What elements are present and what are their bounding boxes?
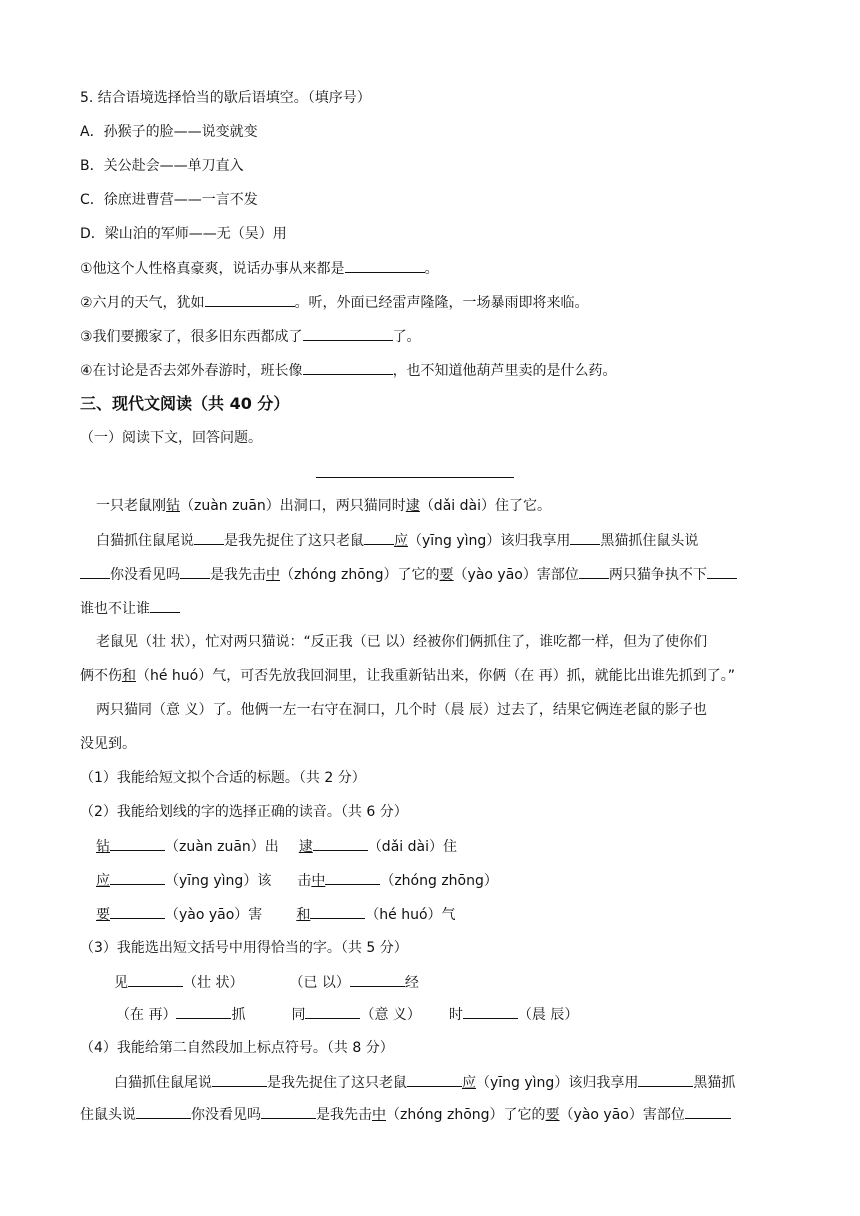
passage-para-2-line-1 <box>96 530 698 551</box>
answer-blank[interactable] <box>463 1004 518 1019</box>
text: （yīng yìng）该归我享用 <box>476 1075 639 1091</box>
text: 白猫抓住鼠尾说 <box>114 1075 212 1091</box>
section-subtitle: （一）阅读下文，回答问题。 <box>80 430 262 446</box>
text: （hé huó）气，可否先放我回洞里，让我重新钻出来，你俩（在 再）抓，就能比出谁先抓到了。” <box>136 668 735 684</box>
text: 你没看见吗 <box>110 567 180 583</box>
punct-blank[interactable] <box>364 530 394 545</box>
text: （dǎi dài）住 <box>367 839 457 855</box>
q5-option-d: D．梁山泊的军师——无（吴）用 <box>80 226 287 242</box>
text: （晨 辰） <box>517 1007 579 1023</box>
underlined-char: 和 <box>296 907 311 923</box>
q5-prompt: 5. 结合语境选择恰当的歇后语填空。（填序号） <box>80 90 371 106</box>
punct-blank[interactable] <box>261 1104 316 1119</box>
q2-row-3 <box>96 904 456 925</box>
q3-row-1 <box>114 972 419 993</box>
text: （zhóng zhōng） <box>380 873 498 889</box>
q5-item-1-post: 。 <box>424 261 439 277</box>
text: 是我先捉住了这只老鼠 <box>267 1075 407 1091</box>
answer-blank[interactable] <box>305 1004 360 1019</box>
punct-blank[interactable] <box>570 530 600 545</box>
punct-blank[interactable] <box>685 1104 731 1119</box>
answer-blank[interactable] <box>176 1004 231 1019</box>
underlined-char: 中 <box>372 1107 386 1123</box>
punct-blank[interactable] <box>638 1072 693 1087</box>
text: 黑猫抓 <box>693 1075 736 1091</box>
text: 抓 <box>231 1007 246 1023</box>
text: （已 以） <box>289 975 350 991</box>
punct-blank[interactable] <box>212 1072 267 1087</box>
answer-blank[interactable] <box>128 972 183 987</box>
punct-blank[interactable] <box>194 530 224 545</box>
q4-line-1 <box>114 1072 735 1093</box>
text: （dǎi dài）住了它。 <box>419 498 551 514</box>
question-3: （3）我能选出短文括号中用得恰当的字。（共 5 分） <box>80 940 408 956</box>
text: 两只猫争执不下 <box>608 567 707 583</box>
text: （hé huó）气 <box>365 907 456 923</box>
text: （yào yāo）害部位 <box>559 1107 685 1123</box>
section-title: 三、现代文阅读（共 40 分） <box>80 394 290 413</box>
answer-blank[interactable] <box>205 292 295 307</box>
passage-para-2-line-3 <box>80 598 180 619</box>
underlined-char: 应 <box>96 873 110 889</box>
q5-item-1 <box>80 258 439 279</box>
text: 同 <box>291 1007 306 1023</box>
passage-para-2-line-2 <box>80 564 737 585</box>
q5-item-3 <box>80 326 421 347</box>
underlined-char: 逮 <box>405 498 420 514</box>
text: （在 再） <box>116 1007 177 1023</box>
q5-item-3-post: 了。 <box>392 329 421 345</box>
q2-row-2 <box>96 870 498 891</box>
underlined-char: 钻 <box>166 498 180 514</box>
text: 黑猫抓住鼠头说 <box>600 533 699 549</box>
punct-blank[interactable] <box>80 564 110 579</box>
answer-blank[interactable] <box>303 326 393 341</box>
text: （壮 状） <box>183 975 244 991</box>
answer-blank[interactable] <box>325 870 380 885</box>
punct-blank[interactable] <box>707 564 737 579</box>
text: （yào yāo）害 <box>165 907 263 923</box>
text: （zuàn zuān）出 <box>165 839 279 855</box>
q5-item-4-pre: ④在讨论是否去郊外春游时，班长像 <box>80 363 303 379</box>
text: （意 义） <box>360 1007 421 1023</box>
text: （zuàn zuān）出洞口，两只猫同时 <box>180 498 406 514</box>
passage-para-3-line-1: 老鼠见（壮 状），忙对两只猫说：“反正我（已 以）经被你们俩抓住了，谁吃都一样，但为了使你们 <box>96 634 708 650</box>
answer-blank[interactable] <box>350 972 405 987</box>
punct-blank[interactable] <box>136 1104 191 1119</box>
text: 白猫抓住鼠尾说 <box>96 533 194 549</box>
q5-item-2-pre: ②六月的天气，犹如 <box>80 295 205 311</box>
text: 是我先击 <box>316 1107 372 1123</box>
text: 经 <box>404 975 419 991</box>
answer-blank[interactable] <box>110 870 165 885</box>
text: （zhóng zhōng）了它的 <box>386 1107 546 1123</box>
text: 住鼠头说 <box>80 1107 136 1123</box>
q2-row-1 <box>96 836 457 857</box>
text: 击 <box>297 873 312 889</box>
text: 谁也不让谁 <box>80 601 150 617</box>
punct-blank[interactable] <box>150 598 180 613</box>
text: 俩不伤 <box>80 668 122 684</box>
answer-blank[interactable] <box>345 258 425 273</box>
passage-para-1 <box>96 496 551 516</box>
q5-item-4 <box>80 360 617 381</box>
passage-para-3-line-2 <box>80 666 735 686</box>
underlined-char: 要 <box>545 1107 560 1123</box>
q4-line-2 <box>80 1104 731 1125</box>
text: 是我先击 <box>210 567 266 583</box>
q5-option-c: C．徐庶进曹营——一言不发 <box>80 192 258 208</box>
punct-blank[interactable] <box>579 564 609 579</box>
underlined-char: 应 <box>462 1075 476 1091</box>
underlined-char: 要 <box>96 907 110 923</box>
answer-blank[interactable] <box>310 904 365 919</box>
passage-para-4-line-2: 没见到。 <box>80 736 136 752</box>
punct-blank[interactable] <box>407 1072 462 1087</box>
question-2: （2）我能给划线的字的选择正确的读音。（共 6 分） <box>80 804 408 820</box>
underlined-char: 钻 <box>96 839 110 855</box>
underlined-char: 和 <box>122 668 136 684</box>
q5-option-a: A．孙猴子的脸——说变就变 <box>80 124 258 140</box>
passage-para-4-line-1: 两只猫同（意 义）了。他俩一左一右守在洞口，几个时（晨 辰）过去了，结果它俩连老鼠的影子也 <box>96 702 707 718</box>
answer-blank[interactable] <box>110 904 165 919</box>
underlined-char: 中 <box>266 567 280 583</box>
text: 是我先捉住了这只老鼠 <box>224 533 364 549</box>
text: （yào yāo）害部位 <box>453 567 579 583</box>
q3-row-2 <box>116 1004 578 1025</box>
q5-option-b: B．关公赴会——单刀直入 <box>80 158 244 174</box>
answer-blank[interactable] <box>313 836 368 851</box>
title-blank-line[interactable] <box>316 477 514 478</box>
punct-blank[interactable] <box>180 564 210 579</box>
question-4: （4）我能给第二自然段加上标点符号。（共 8 分） <box>80 1040 394 1056</box>
text: 一只老鼠刚 <box>96 498 166 514</box>
underlined-char: 要 <box>439 567 454 583</box>
q5-item-3-pre: ③我们要搬家了，很多旧东西都成了 <box>80 329 303 345</box>
underlined-char: 应 <box>394 533 408 549</box>
text: 你没看见吗 <box>191 1107 261 1123</box>
answer-blank[interactable] <box>303 360 393 375</box>
q5-item-1-pre: ①他这个人性格真豪爽，说话办事从来都是 <box>80 261 345 277</box>
underlined-char: 逮 <box>298 839 313 855</box>
question-1: （1）我能给短文拟个合适的标题。（共 2 分） <box>80 770 366 786</box>
text: （yīng yìng）该归我享用 <box>408 533 571 549</box>
text: （yīng yìng）该 <box>165 873 272 889</box>
text: 时 <box>448 1007 463 1023</box>
text: 见 <box>114 975 128 991</box>
underlined-char: 中 <box>311 873 326 889</box>
answer-blank[interactable] <box>110 836 165 851</box>
q5-item-2 <box>80 292 589 313</box>
q5-item-4-post: ，也不知道他葫芦里卖的是什么药。 <box>392 363 617 379</box>
text: （zhóng zhōng）了它的 <box>280 567 440 583</box>
q5-item-2-post: 。听，外面已经雷声隆隆，一场暴雨即将来临。 <box>294 295 589 311</box>
